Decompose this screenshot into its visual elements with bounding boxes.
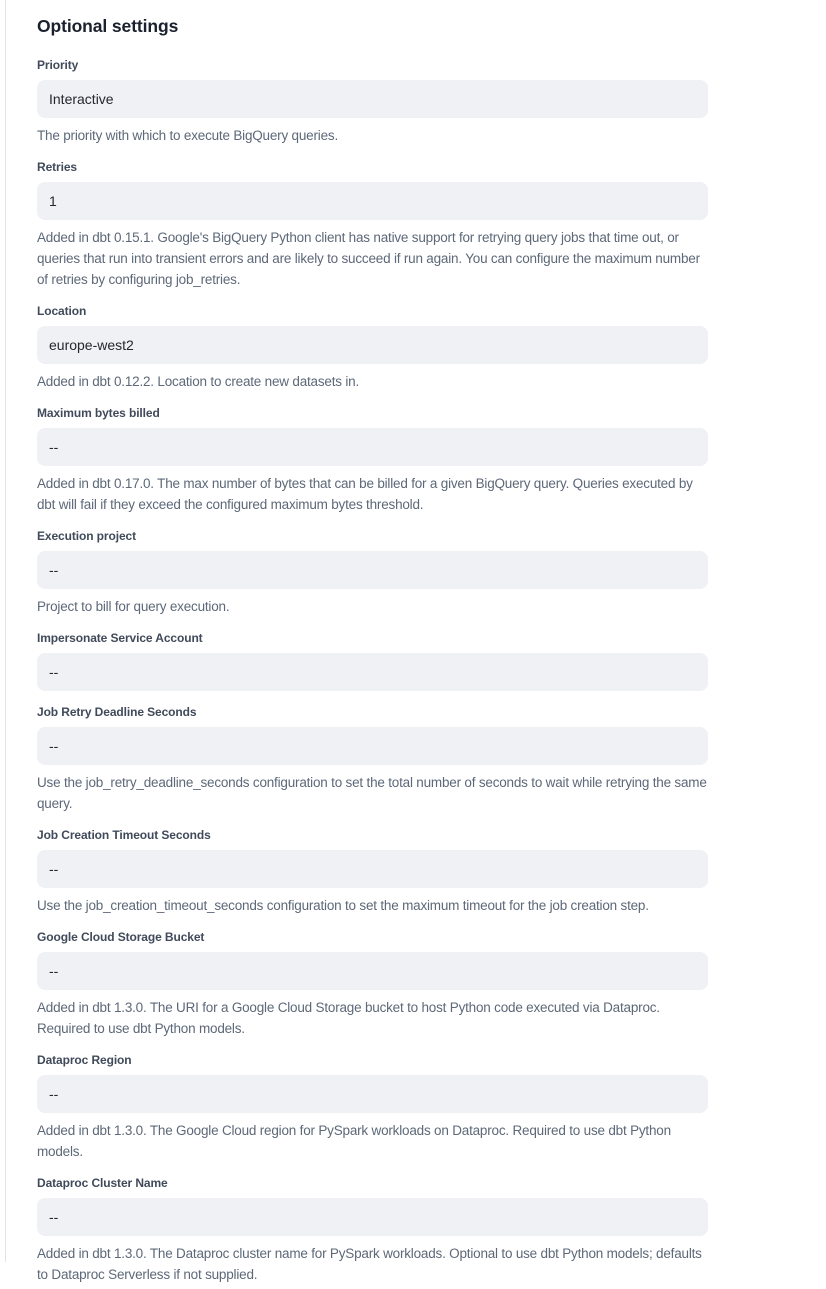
job-retry-deadline-seconds-label: Job Retry Deadline Seconds [37, 705, 197, 719]
execution-project-input[interactable] [37, 551, 708, 589]
google-cloud-storage-bucket-input[interactable] [37, 952, 708, 990]
dataproc-region-value: -- [49, 1086, 59, 1102]
page-title: Optional settings [37, 16, 179, 36]
location-value: europe-west2 [49, 337, 134, 353]
google-cloud-storage-bucket-value: -- [49, 963, 59, 979]
retries-field-row [37, 160, 708, 290]
job-creation-timeout-seconds-field-row [37, 828, 708, 916]
impersonate-service-account-input[interactable] [37, 653, 708, 691]
dataproc-cluster-name-value: -- [49, 1209, 59, 1225]
job-creation-timeout-seconds-value: -- [49, 861, 59, 877]
dataproc-region-help: Added in dbt 1.3.0. The Google Cloud region for PySpark workloads on Dataproc. Required to use dbt Python models. [37, 1123, 671, 1159]
retries-help: Added in dbt 0.15.1. Google's BigQuery Python client has native support for retrying query jobs that time out, or queries that run into transient errors and are likely to succeed if run again. You can configure the maximum number of retries by configuring job_retries. [37, 230, 700, 287]
execution-project-value: -- [49, 562, 59, 578]
location-input[interactable] [37, 326, 708, 364]
job-retry-deadline-seconds-field-row [37, 705, 708, 814]
maximum-bytes-billed-value: -- [49, 439, 59, 455]
dataproc-region-input[interactable] [37, 1075, 708, 1113]
job-creation-timeout-seconds-input[interactable] [37, 850, 708, 888]
dataproc-region-field-row [37, 1053, 708, 1162]
google-cloud-storage-bucket-help: Added in dbt 1.3.0. The URI for a Google Cloud Storage bucket to host Python code executed via Dataproc. Required to use dbt Python models. [37, 1000, 660, 1036]
job-creation-timeout-seconds-help: Use the job_creation_timeout_seconds configuration to set the maximum timeout for the job creation step. [37, 898, 649, 913]
maximum-bytes-billed-label: Maximum bytes billed [37, 406, 160, 420]
priority-help: The priority with which to execute BigQuery queries. [37, 128, 338, 143]
google-cloud-storage-bucket-field-row [37, 930, 708, 1039]
dataproc-region-label: Dataproc Region [37, 1053, 132, 1067]
job-retry-deadline-seconds-value: -- [49, 738, 59, 754]
dataproc-cluster-name-help: Added in dbt 1.3.0. The Dataproc cluster name for PySpark workloads. Optional to use dbt Python models; defaults to Dataproc Serverless if not supplied. [37, 1246, 702, 1282]
google-cloud-storage-bucket-label: Google Cloud Storage Bucket [37, 930, 205, 944]
maximum-bytes-billed-field-row [37, 406, 708, 515]
execution-project-help: Project to bill for query execution. [37, 599, 230, 614]
impersonate-service-account-label: Impersonate Service Account [37, 631, 203, 645]
execution-project-field-row [37, 529, 708, 617]
job-creation-timeout-seconds-label: Job Creation Timeout Seconds [37, 828, 211, 842]
priority-input[interactable] [37, 80, 708, 118]
execution-project-label: Execution project [37, 529, 136, 543]
impersonate-service-account-field-row [37, 631, 708, 691]
priority-label: Priority [37, 58, 79, 72]
retries-input[interactable] [37, 182, 708, 220]
dataproc-cluster-name-label: Dataproc Cluster Name [37, 1176, 168, 1190]
dataproc-cluster-name-input[interactable] [37, 1198, 708, 1236]
job-retry-deadline-seconds-input[interactable] [37, 727, 708, 765]
location-help: Added in dbt 0.12.2. Location to create new datasets in. [37, 374, 360, 389]
optional-settings-content [37, 16, 708, 1289]
maximum-bytes-billed-help: Added in dbt 0.17.0. The max number of bytes that can be billed for a given BigQuery query. Queries executed by dbt will fail if they exceed the configured maximum bytes threshold. [37, 476, 693, 512]
dataproc-cluster-name-field-row [37, 1176, 708, 1285]
retries-label: Retries [37, 160, 77, 174]
retries-value: 1 [49, 193, 57, 209]
priority-field-row [37, 58, 708, 146]
impersonate-service-account-value: -- [49, 664, 59, 680]
location-label: Location [37, 304, 87, 318]
fields-list [37, 58, 708, 1285]
priority-value: Interactive [49, 91, 114, 107]
panel-left-border [5, 0, 6, 1262]
maximum-bytes-billed-input[interactable] [37, 428, 708, 466]
job-retry-deadline-seconds-help: Use the job_retry_deadline_seconds configuration to set the total number of seconds to wait while retrying the same query. [37, 775, 707, 811]
location-field-row [37, 304, 708, 392]
